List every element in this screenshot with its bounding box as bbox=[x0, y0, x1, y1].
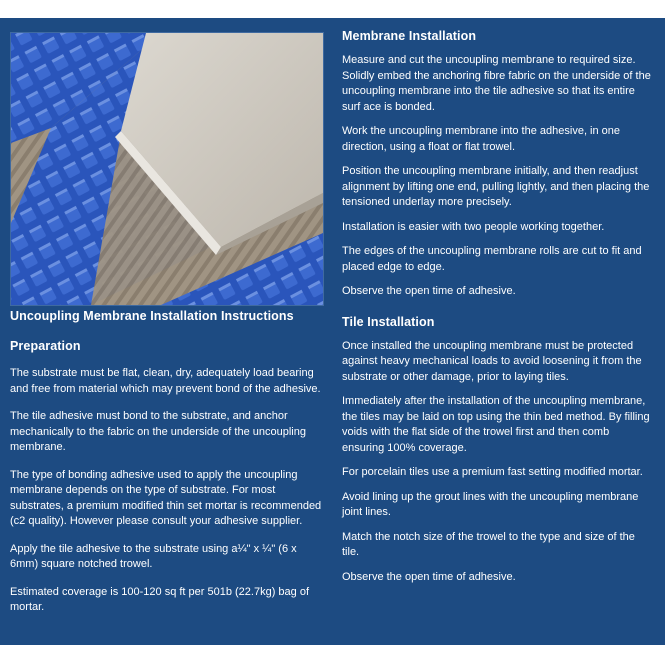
membrane-installation-heading: Membrane Installation bbox=[342, 29, 477, 43]
membrane-tile-photo-icon bbox=[10, 32, 324, 306]
membrane-paragraph: Position the uncoupling membrane initially, and then readjust alignment by lifting one end, pulling lightly, and then placing the tensioned underlay more precisely. bbox=[342, 165, 650, 208]
preparation-heading: Preparation bbox=[10, 339, 81, 353]
preparation-paragraph: Estimated coverage is 100-120 sq ft per 501b (22.7kg) bag of mortar. bbox=[10, 585, 310, 613]
tile-paragraph: For porcelain tiles use a premium fast setting modified mortar. bbox=[342, 466, 643, 478]
tile-paragraph: Match the notch size of the trowel to the type and size of the tile. bbox=[342, 530, 635, 558]
tile-paragraph: Avoid lining up the grout lines with the uncoupling membrane joint lines. bbox=[342, 490, 639, 518]
tile-paragraph: Observe the open time of adhesive. bbox=[342, 570, 516, 583]
membrane-paragraph: Observe the open time of adhesive. bbox=[342, 285, 516, 297]
membrane-paragraph: Measure and cut the uncoupling membrane to required size. Solidly embed the anchoring fibre fabric on the underside of the uncoupling membrane into the tile adhesive so that its entire surf ace is bonded. bbox=[342, 54, 651, 113]
tile-paragraph: Immediately after the installation of the uncoupling membrane, the tiles may be laid on top using the thin bed method. By filling voids with the flat side of the trowel first and then comb ensuring 100% coverage. bbox=[342, 395, 650, 454]
membrane-paragraph: Work the uncoupling membrane into the adhesive, in one direction, using a float or flat trowel. bbox=[342, 125, 621, 153]
right-column bbox=[342, 28, 654, 585]
preparation-paragraph: The type of bonding adhesive used to apply the uncoupling membrane depends on the type of substrate. For most substrates, a premium modified thin set mortar is recommended (c2 quality). However please consult your adhesive supplier. bbox=[10, 468, 322, 527]
left-column bbox=[10, 308, 322, 616]
membrane-paragraph: Installation is easier with two people working together. bbox=[342, 220, 605, 233]
preparation-paragraph: The substrate must be flat, clean, dry, adequately load bearing and free from material which may prevent bond of the adhesive. bbox=[10, 367, 321, 395]
tile-paragraph: Once installed the uncoupling membrane must be protected against heavy mechanical loads to avoid loosening it from the substrate or other damage, prior to laying tiles. bbox=[342, 339, 642, 383]
instructions-heading: Uncoupling Membrane Installation Instructions bbox=[10, 309, 294, 323]
preparation-paragraph: The tile adhesive must bond to the substrate, and anchor mechanically to the fabric on the underside of the uncoupling membrane. bbox=[10, 410, 306, 453]
membrane-paragraph: The edges of the uncoupling membrane rolls are cut to fit and placed edge to edge. bbox=[342, 245, 642, 273]
instructions-panel bbox=[0, 18, 665, 645]
preparation-paragraph: Apply the tile adhesive to the substrate using a¼" x ¼" (6 x 6mm) square notched trowel. bbox=[10, 542, 297, 570]
tile-installation-heading: Tile Installation bbox=[342, 314, 435, 329]
